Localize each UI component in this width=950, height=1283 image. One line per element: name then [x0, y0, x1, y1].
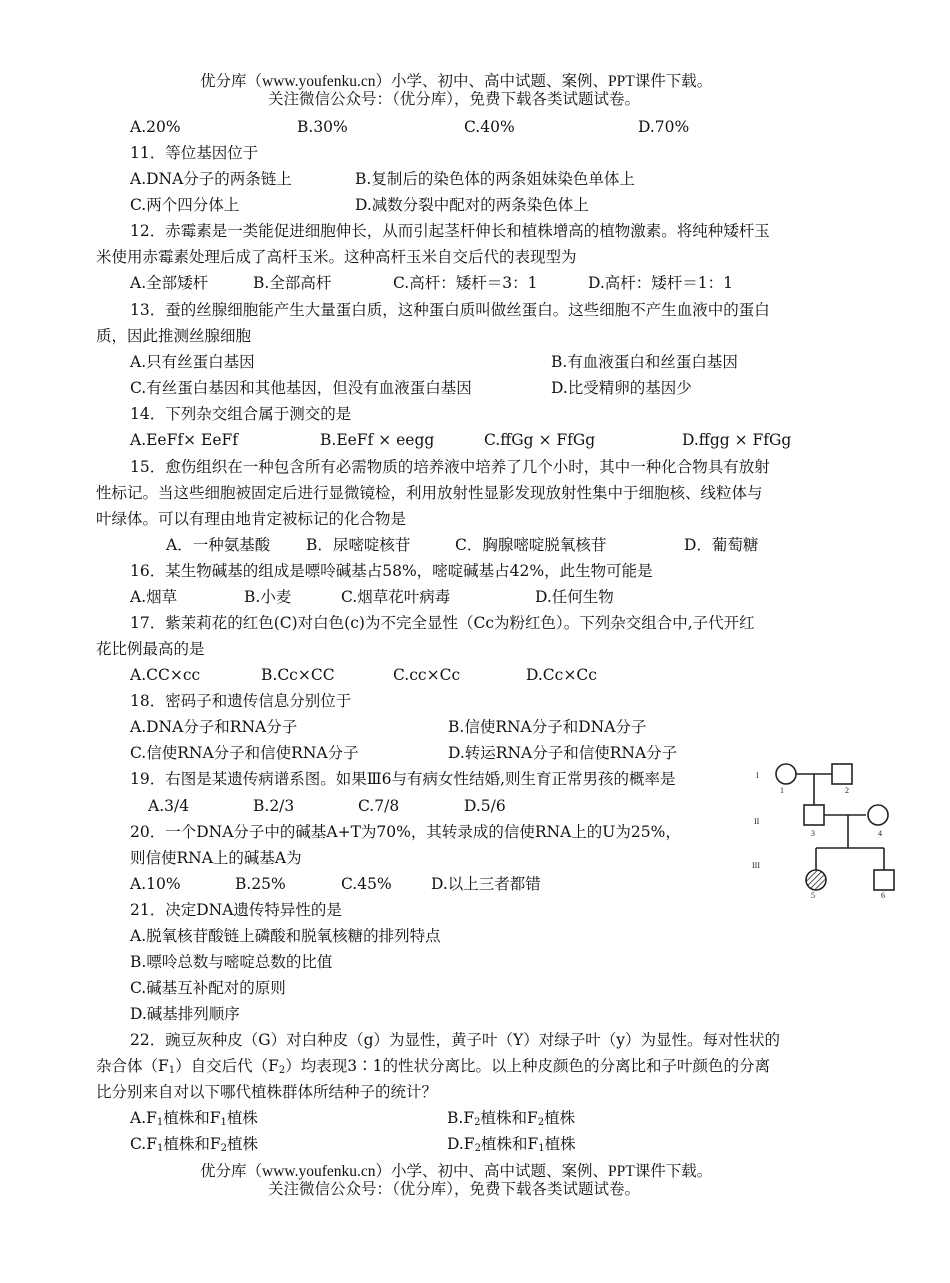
q22-option-a: $A.F_1$植株和$F_1$植株	[130, 1109, 258, 1128]
q15-option-d: D．葡萄糖	[684, 536, 759, 554]
q17-option-a: A.CC×cc	[130, 666, 201, 684]
footer-line-1: 优分库（www.youfenku.cn）小学、初中、高中试题、案例、PPT课件下载。	[200, 1163, 713, 1180]
q16-option-d: D.任何生物	[535, 588, 614, 606]
q20-option-b: B.25%	[235, 875, 286, 893]
q13-option-a: A.只有丝蛋白基因	[130, 353, 255, 371]
q17-option-b: B.Cc×CC	[261, 666, 335, 684]
q22-option-c: $C.F_1$植株和$F_2$植株	[130, 1135, 259, 1154]
header-line-2: 关注微信公众号：（优分库），免费下载各类试题试卷。	[268, 91, 641, 108]
generation-label-3: III	[752, 861, 760, 870]
individual-5-affected-female	[806, 870, 826, 890]
q16-option-a: A.烟草	[130, 588, 178, 606]
q20-option-a: A.10%	[130, 875, 181, 893]
q19-option-d: D.5/6	[464, 797, 506, 815]
q22-option-d: $D.F_2$植株和$F_1$植株	[447, 1135, 576, 1154]
q15-stem-1: 15．愈伤组织在一种包含所有必需物质的培养液中培养了几个小时，其中一种化合物具有放射	[130, 458, 770, 476]
q11-option-a: A.DNA分子的两条链上	[130, 170, 292, 188]
q15-option-b: B．尿嘧啶核苷	[306, 536, 411, 554]
q16-stem: 16．某生物碱基的组成是嘌呤碱基占58%，嘧啶碱基占42%，此生物可能是	[130, 562, 653, 580]
q18-stem: 18．密码子和遗传信息分别位于	[130, 692, 352, 710]
individual-1-female	[776, 764, 796, 784]
q10-option-c: C.40%	[464, 118, 515, 136]
q16-option-c: C.烟草花叶病毒	[341, 588, 451, 606]
q11-stem: 11．等位基因位于	[130, 144, 259, 162]
q10-option-b: B.30%	[297, 118, 348, 136]
q18-option-a: A.DNA分子和RNA分子	[130, 718, 298, 736]
q17-option-c: C.cc×Cc	[393, 666, 461, 684]
q14-option-c: C.ffGg × FfGg	[484, 431, 596, 449]
q20-stem-1: 20．一个DNA分子中的碱基A+T为70%，其转录成的信使RNA上的U为25%，	[130, 823, 681, 841]
q22-option-b: $B.F_2$植株和$F_2$植株	[447, 1109, 576, 1128]
q19-option-b: B.2/3	[253, 797, 295, 815]
q21-option-b: B.嘌呤总数与嘧啶总数的比值	[130, 953, 333, 971]
footer-line-2: 关注微信公众号：（优分库），免费下载各类试题试卷。	[268, 1181, 641, 1198]
header-line-1: 优分库（www.youfenku.cn）小学、初中、高中试题、案例、PPT课件下载。	[200, 73, 713, 90]
q16-option-b: B.小麦	[244, 588, 292, 606]
q20-stem-2: 则信使RNA上的碱基A为	[130, 849, 302, 867]
q15-stem-3: 叶绿体。可以有理由地肯定被标记的化合物是	[96, 510, 407, 528]
q12-stem-1: 12．赤霉素是一类能促进细胞伸长，从而引起茎杆伸长和植株增高的植物激素。将纯种矮杆玉	[130, 222, 770, 240]
q14-option-a: A.EeFf× EeFf	[130, 431, 238, 449]
q21-option-a: A.脱氧核苷酸链上磷酸和脱氧核糖的排列特点	[130, 927, 441, 945]
q11-option-d: D.减数分裂中配对的两条染色体上	[355, 196, 589, 214]
individual-3-male	[804, 805, 824, 825]
q12-stem-2: 米使用赤霉素处理后成了高杆玉米。这种高杆玉米自交后代的表现型为	[96, 248, 577, 266]
q13-stem-1: 13．蚕的丝腺细胞能产生大量蛋白质，这种蛋白质叫做丝蛋白。这些细胞不产生血液中的蛋白	[130, 301, 770, 319]
q22-stem-1: 22．豌豆灰种皮（G）对白种皮（g）为显性，黄子叶（Y）对绿子叶（y）为显性。每对性状的	[130, 1031, 781, 1049]
q14-option-d: D.ffgg × FfGg	[682, 431, 792, 449]
q14-option-b: B.EeFf × eegg	[320, 431, 435, 449]
q13-option-c: C.有丝蛋白基因和其他基因，但没有血液蛋白基因	[130, 379, 472, 397]
q22-stem-2: 杂合体$(F_1)$自交后代$(F_2)$均表现3∶1的性状分离比。以上种皮颜色的分离比和子叶颜色的分离	[96, 1057, 771, 1076]
q15-stem-2: 性标记。当这些细胞被固定后进行显微镜检，利用放射性显影发现放射性集中于细胞核、线粒体与	[96, 484, 763, 502]
individual-2-male	[832, 764, 852, 784]
q17-option-d: D.Cc×Cc	[526, 666, 597, 684]
q13-option-d: D.比受精卵的基因少	[551, 379, 692, 397]
q15-option-a: A．一种氨基酸	[166, 536, 271, 554]
q11-option-b: B.复制后的染色体的两条姐妹染色单体上	[355, 170, 635, 188]
q13-stem-2: 质，因此推测丝腺细胞	[96, 327, 252, 345]
individual-6-male	[874, 870, 894, 890]
q10-option-a: A.20%	[130, 118, 181, 136]
q21-option-c: C.碱基互补配对的原则	[130, 979, 286, 997]
individual-number-3: 3	[811, 829, 815, 838]
q18-option-d: D.转运RNA分子和信使RNA分子	[448, 744, 678, 762]
individual-number-1: 1	[780, 786, 784, 795]
q19-option-c: C.7/8	[358, 797, 400, 815]
q20-option-c: C.45%	[341, 875, 392, 893]
q12-option-a: A.全部矮杆	[130, 274, 209, 292]
q15-option-c: C．胸腺嘧啶脱氧核苷	[455, 536, 607, 554]
q13-option-b: B.有血液蛋白和丝蛋白基因	[551, 353, 738, 371]
q12-option-b: B.全部高杆	[253, 274, 332, 292]
individual-number-5: 5	[811, 891, 815, 900]
q17-stem-1: 17．紫茉莉花的红色(C)对白色(c)为不完全显性（Cc为粉红色）。下列杂交组合中,子代开红	[130, 614, 755, 632]
q11-option-c: C.两个四分体上	[130, 196, 240, 214]
generation-label-1: I	[756, 771, 759, 780]
q19-option-a: A.3/4	[148, 797, 190, 815]
q20-option-d: D.以上三者都错	[431, 875, 541, 893]
q18-option-b: B.信使RNA分子和DNA分子	[448, 718, 647, 736]
q21-stem: 21．决定DNA遗传特异性的是	[130, 901, 342, 919]
q12-option-d: D.高杆：矮杆＝1：1	[588, 274, 734, 292]
q19-stem: 19．右图是某遗传病谱系图。如果Ⅲ6与有病女性结婚,则生育正常男孩的概率是	[130, 770, 676, 788]
q21-option-d: D.碱基排列顺序	[130, 1005, 240, 1023]
individual-4-female	[868, 805, 888, 825]
pedigree-chart	[748, 758, 908, 908]
q10-option-d: D.70%	[638, 118, 690, 136]
q18-option-c: C.信使RNA分子和信使RNA分子	[130, 744, 359, 762]
individual-number-6: 6	[881, 891, 885, 900]
q22-stem-3: 比分别来自对以下哪代植株群体所结种子的统计？	[96, 1083, 438, 1101]
q14-stem: 14．下列杂交组合属于测交的是	[130, 405, 352, 423]
individual-number-4: 4	[878, 829, 882, 838]
q12-option-c: C.高杆：矮杆＝3：1	[393, 274, 538, 292]
generation-label-2: II	[754, 817, 760, 826]
q17-stem-2: 花比例最高的是	[96, 640, 205, 658]
individual-number-2: 2	[845, 786, 849, 795]
